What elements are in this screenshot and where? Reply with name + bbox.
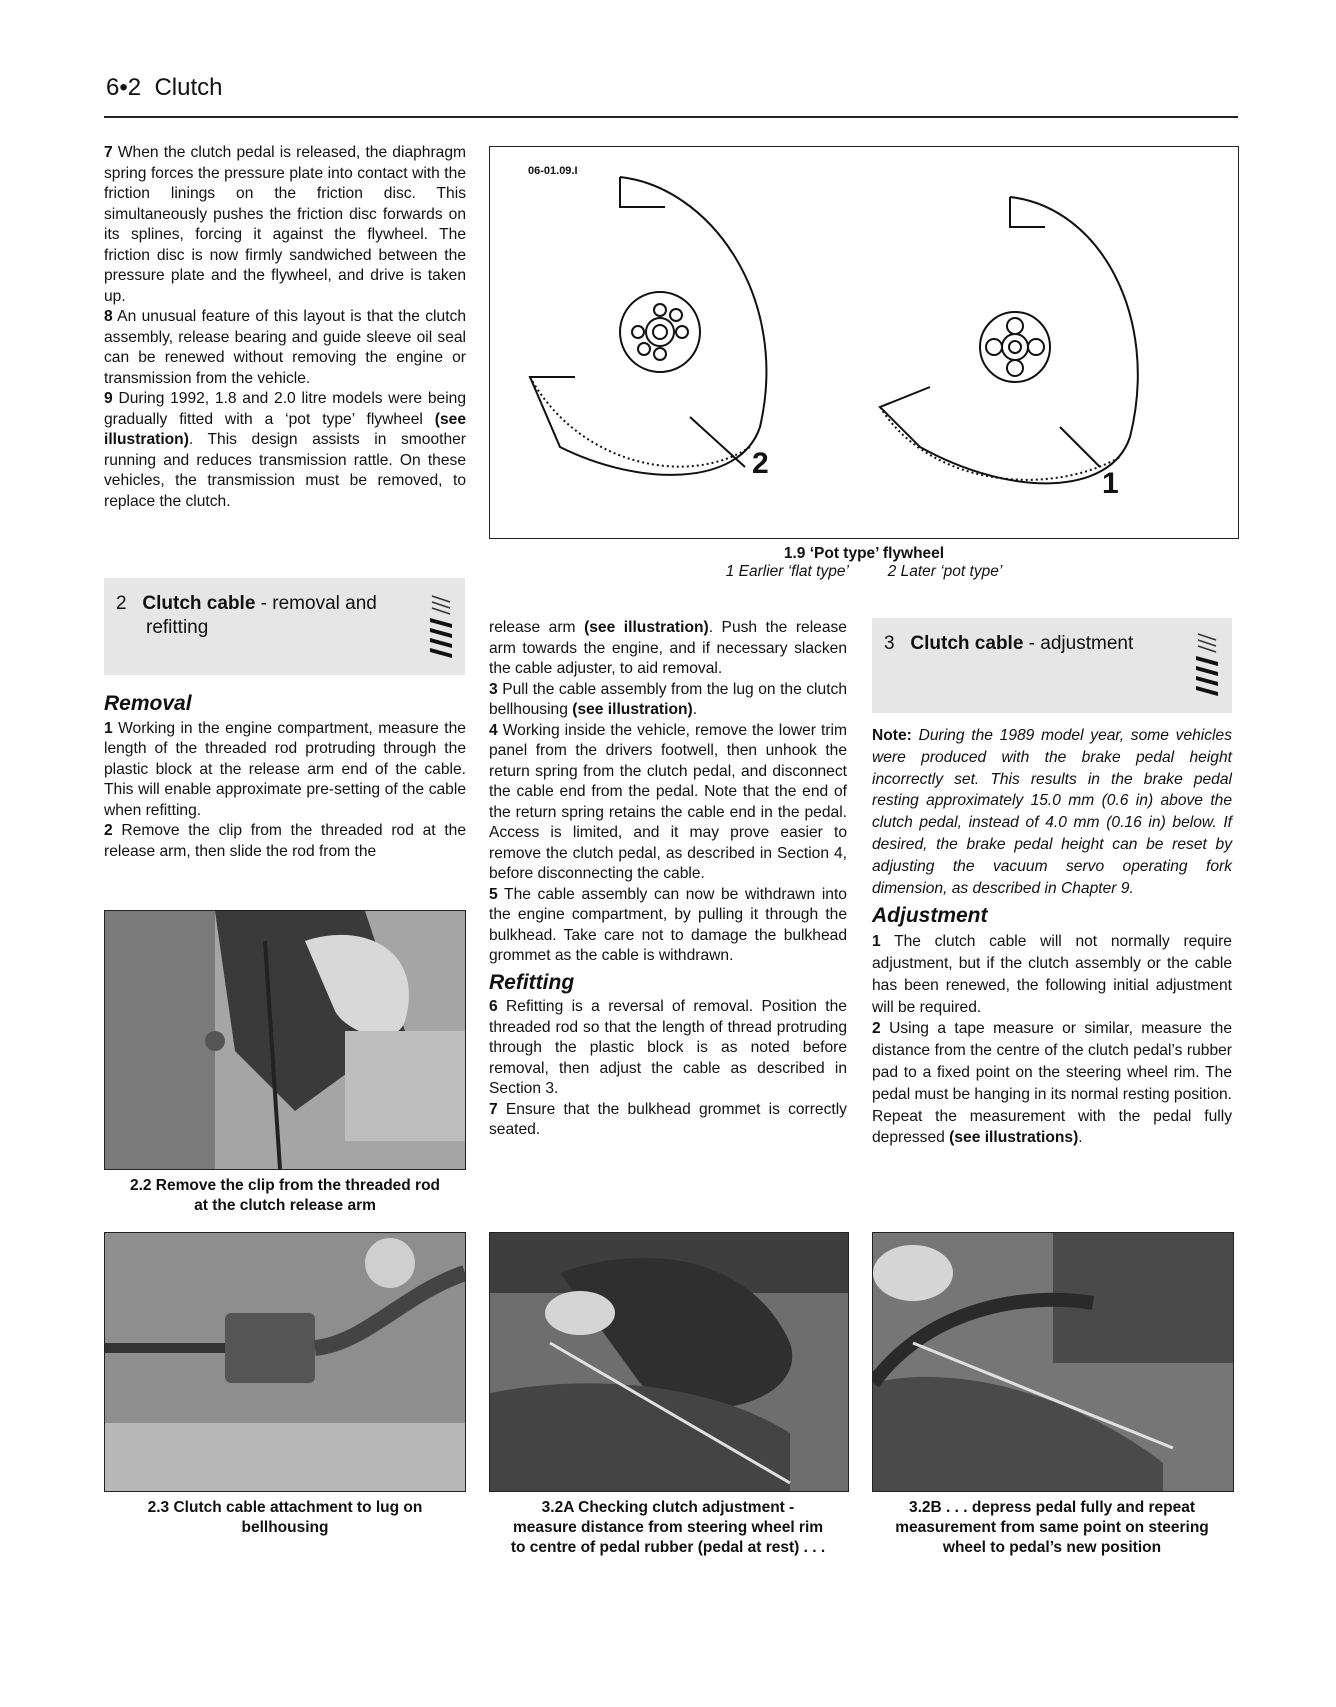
section-2-heading: 2 Clutch cable - removal and refitting: [104, 578, 465, 675]
chapter-title: Clutch: [154, 74, 223, 101]
adjustment-para-1: 1 The clutch cable will not normally require adjustment, but if the clutch assembly or the cable has been renewed, the following initial adjustment will be required.: [872, 933, 1232, 1016]
photo-cable-lug: [104, 1232, 466, 1492]
flywheel-label-2: 2: [752, 447, 769, 480]
figure-caption-flywheel: [489, 545, 1239, 581]
removal-para-2-cont: release arm (see illustration). Push the release arm towards the engine, and if necessary slacken the cable adjuster, to aid removal.: [489, 619, 847, 677]
page-header: [106, 74, 222, 102]
flywheel-caption-title: 1.9 ‘Pot type’ flywheel: [783, 545, 945, 562]
removal-section: [104, 694, 466, 862]
paragraph-9: 9 During 1992, 1.8 and 2.0 litre models were being gradually fitted with a ‘pot type’ flywheel (see illustration). This design assists in smoother running and reduces transmission rattle. On these vehicles, the transmission must be removed, to replace the clutch.: [104, 390, 466, 510]
removal-heading: Removal: [104, 692, 192, 715]
difficulty-wrench-icon: [428, 588, 456, 666]
difficulty-wrench-icon: [1194, 626, 1222, 704]
photo-measure-rest: [489, 1232, 849, 1492]
flywheel-label-1: 1: [1102, 467, 1119, 500]
refitting-heading: Refitting: [489, 970, 575, 994]
photo-measure-depressed: [872, 1232, 1234, 1492]
section-2-number: 2: [116, 593, 127, 614]
col3-text: [872, 725, 1232, 1149]
col1-intro: [104, 143, 466, 512]
figure-code: 06-01.09.I: [528, 165, 578, 177]
removal-para-3: 3 Pull the cable assembly from the lug on the clutch bellhousing (see illustration).: [489, 680, 847, 718]
refitting-para-6: 6 Refitting is a reversal of removal. Position the threaded rod so that the length of thread protruding through the plastic block is as noted before removal, then adjust the cable as described in Section 3.: [489, 998, 847, 1097]
note-paragraph: Note: During the 1989 model year, some vehicles were produced with the brake pedal height incorrectly set. This results in the brake pedal resting approximately 15.0 mm (0.6 in) above the clutch pedal, instead of 4.0 mm (0.16 in) below. If desired, the brake pedal height can be reset by adjusting the vacuum servo operating fork dimension, as described in Chapter 9.: [872, 727, 1232, 897]
caption-fig-3-2a: 3.2A Checking clutch adjustment - measure distance from steering wheel rim to centre of pedal rubber (pedal at rest) . . .: [510, 1499, 826, 1556]
section-3-title: Clutch cable: [910, 633, 1024, 654]
refitting-para-7: 7 Ensure that the bulkhead grommet is correctly seated.: [489, 1100, 847, 1138]
removal-para-1: 1 Working in the engine compartment, measure the length of the threaded rod protruding through the plastic block at the release arm end of the cable. This will enable approximate pre-setting of the cable when refitting.: [104, 719, 466, 819]
figure-flywheel: [489, 146, 1239, 539]
caption-fig-3-2b: 3.2B . . . depress pedal fully and repeat measurement from same point on steering wheel to pedal’s new position: [895, 1499, 1209, 1556]
section-3-number: 3: [884, 633, 895, 654]
photo-clip-release-arm: [104, 910, 466, 1170]
removal-para-5: 5 The cable assembly can now be withdrawn into the engine compartment, by pulling it through the bulkhead. Take care not to damage the bulkhead grommet as the cable is withdrawn.: [489, 885, 847, 964]
adjustment-heading: Adjustment: [872, 904, 988, 928]
header-rule: [104, 116, 1238, 118]
adjustment-para-2: 2 Using a tape measure or similar, measure the distance from the centre of the clutch pedal’s rubber pad to a fixed point on the steering wheel rim. The pedal must be hanging in its normal resting position. Repeat the measurement with the pedal fully depressed (see illustrations).: [872, 1020, 1232, 1147]
caption-fig-2-2: 2.2 Remove the clip from the threaded rod at the clutch release arm: [129, 1177, 441, 1214]
caption-fig-2-3: 2.3 Clutch cable attachment to lug on bellhousing: [147, 1499, 423, 1536]
paragraph-8: 8 An unusual feature of this layout is that the clutch assembly, release bearing and guide sleeve oil seal can be renewed without removing the engine or transmission from the vehicle.: [104, 308, 466, 387]
section-2-title: Clutch cable: [142, 593, 256, 614]
removal-para-2: 2 Remove the clip from the threaded rod at the release arm, then slide the rod from the: [104, 822, 466, 860]
removal-para-4: 4 Working inside the vehicle, remove the lower trim panel from the drivers footwell, then unhook the return spring from the clutch pedal, and disconnect the cable end from the pedal. Note that the end of the return spring retains the cable end in the pedal. Access is limited, and it may prove easier to remove the clutch pedal, as described in Section 4, before disconnecting the cable.: [489, 721, 847, 882]
flywheel-caption-subs: 1 Earlier ‘flat type’ 2 Later ‘pot type’: [725, 563, 1003, 580]
flywheel-drawing: [490, 147, 1238, 538]
page-number: 6•2: [106, 74, 142, 101]
paragraph-7: 7 When the clutch pedal is released, the diaphragm spring forces the pressure plate into contact with the friction linings on the friction disc. This simultaneously pushes the friction disc forwards on its splines, forcing it against the flywheel. The friction disc is now firmly sandwiched between the pressure plate and the flywheel, and drive is taken up.: [104, 144, 466, 305]
section-3-heading: 3 Clutch cable - adjustment: [872, 618, 1232, 713]
col2-text: [489, 618, 847, 1141]
